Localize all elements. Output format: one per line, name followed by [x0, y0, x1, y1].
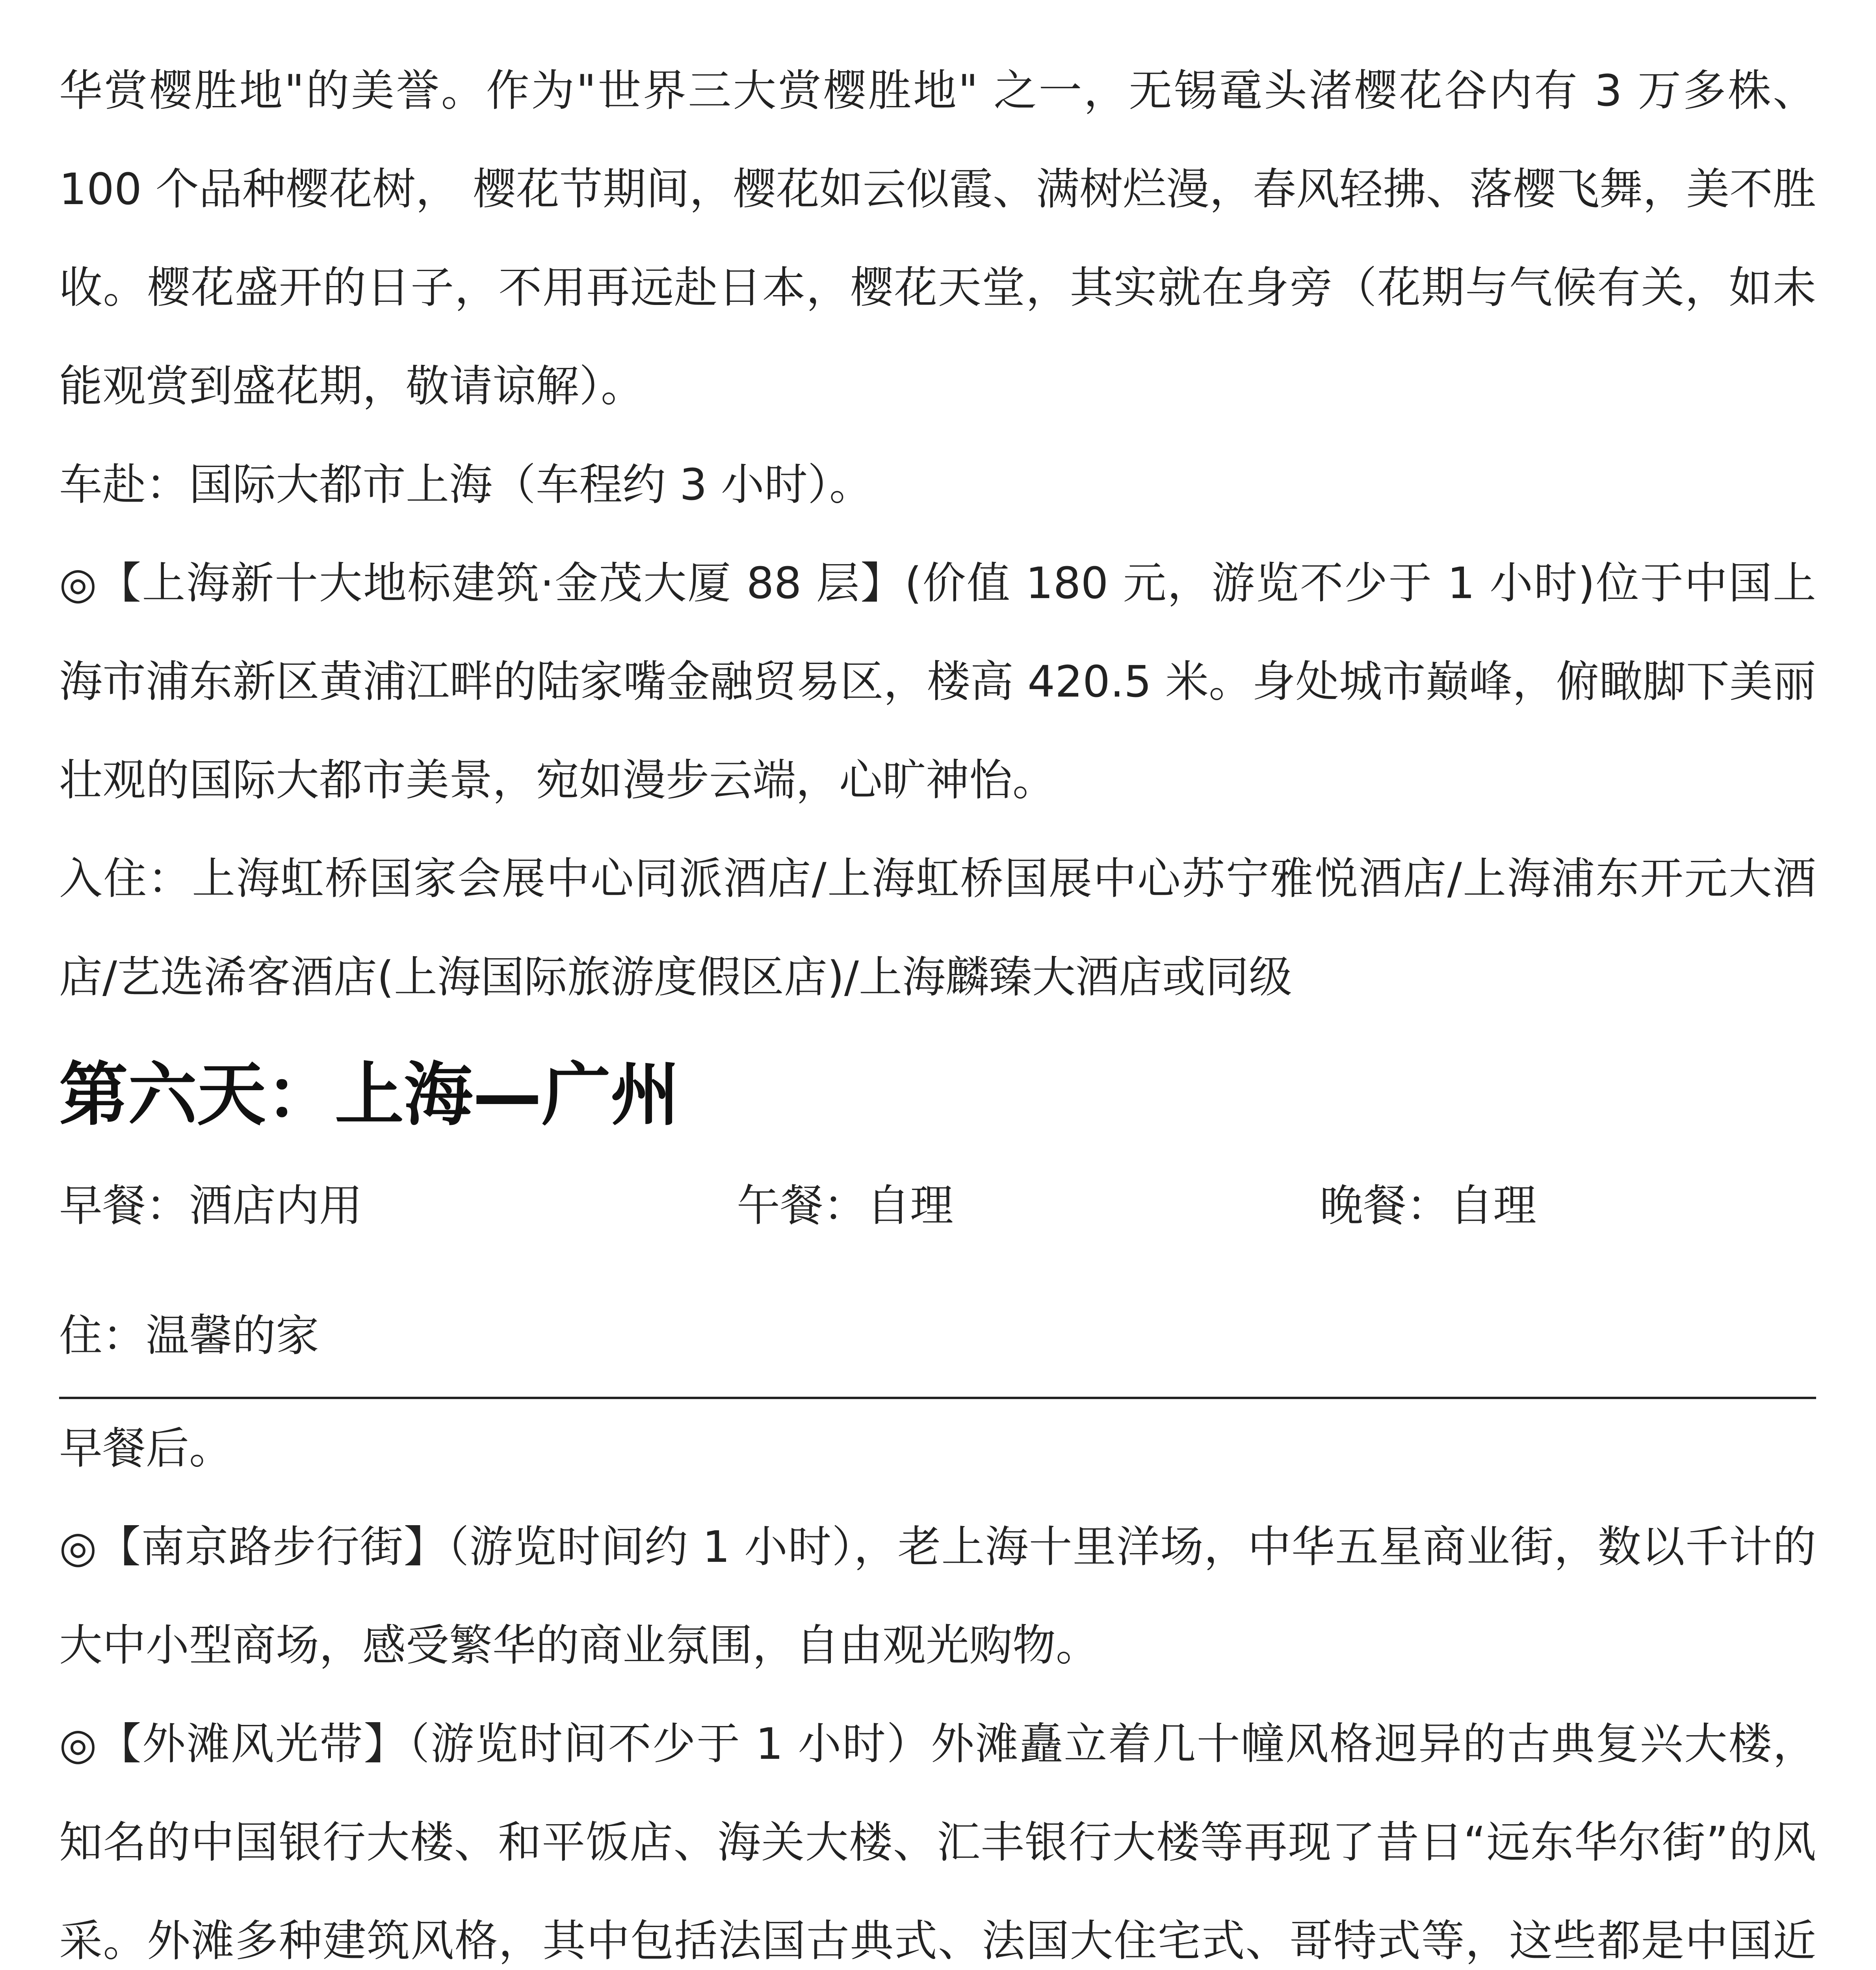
- nanjing-road-paragraph: ◎【南京路步行街】（游览时间约 1 小时），老上海十里洋场，中华五星商业街，数以千计的大中小型商场，感受繁华的商业氛围，自由观光购物。: [59, 1522, 1816, 1671]
- after-breakfast-line: 早餐后。: [59, 1423, 232, 1474]
- day-six-heading: 第六天：上海—广州: [59, 1055, 680, 1135]
- meals-row: [59, 1156, 1816, 1286]
- drive-line: 车赴：国际大都市上海（车程约 3 小时）。: [59, 459, 873, 510]
- bund-paragraph: ◎【外滩风光带】（游览时间不少于 1 小时）外滩矗立着几十幢风格迥异的古典复兴大楼，知名的中国银行大楼、和平饭店、海关大楼、汇丰银行大楼等再现了昔日“远东华尔街”的风采。外滩多种建筑风格，其中包括法国古典式、法国大住宅式、哥特式等，这些都是中国近: [59, 1719, 1816, 1966]
- jinmao-attraction-paragraph: ◎【上海新十大地标建筑·金茂大厦 88 层】(价值 180 元，游览不少于 1 小时)位于中国上海市浦东新区黄浦江畔的陆家嘴金融贸易区，楼高 420.5 米。身处城市巅峰，俯瞰脚下美丽壮观的国际大都市美景，宛如漫步云端，心旷神怡。: [59, 558, 1816, 805]
- hotel-paragraph: 入住：上海虹桥国家会展中心同派酒店/上海虹桥国展中心苏宁雅悦酒店/上海浦东开元大酒店/艺选浠客酒店(上海国际旅游度假区店)/上海麟臻大酒店或同级: [59, 853, 1816, 1002]
- dinner-label: 晚餐：自理: [1320, 1180, 1536, 1231]
- sakura-paragraph: 华赏樱胜地"的美誉。作为"世界三大赏樱胜地" 之一，无锡鼋头渚樱花谷内有 3 万多株、100 个品种樱花树， 樱花节期间，樱花如云似霞、满树烂漫，春风轻拂、落樱飞舞，美不胜收。樱花盛开的日子，不用再远赴日本，樱花天堂，其实就在身旁（花期与气候有关，如未能观赏到盛花期，敬请谅解）。: [59, 65, 1816, 411]
- accommodation-line: 住：温馨的家: [59, 1310, 319, 1361]
- itinerary-page: [59, 41, 1816, 1970]
- breakfast-label: 早餐：酒店内用: [59, 1180, 362, 1231]
- lunch-label: 午餐：自理: [737, 1180, 953, 1231]
